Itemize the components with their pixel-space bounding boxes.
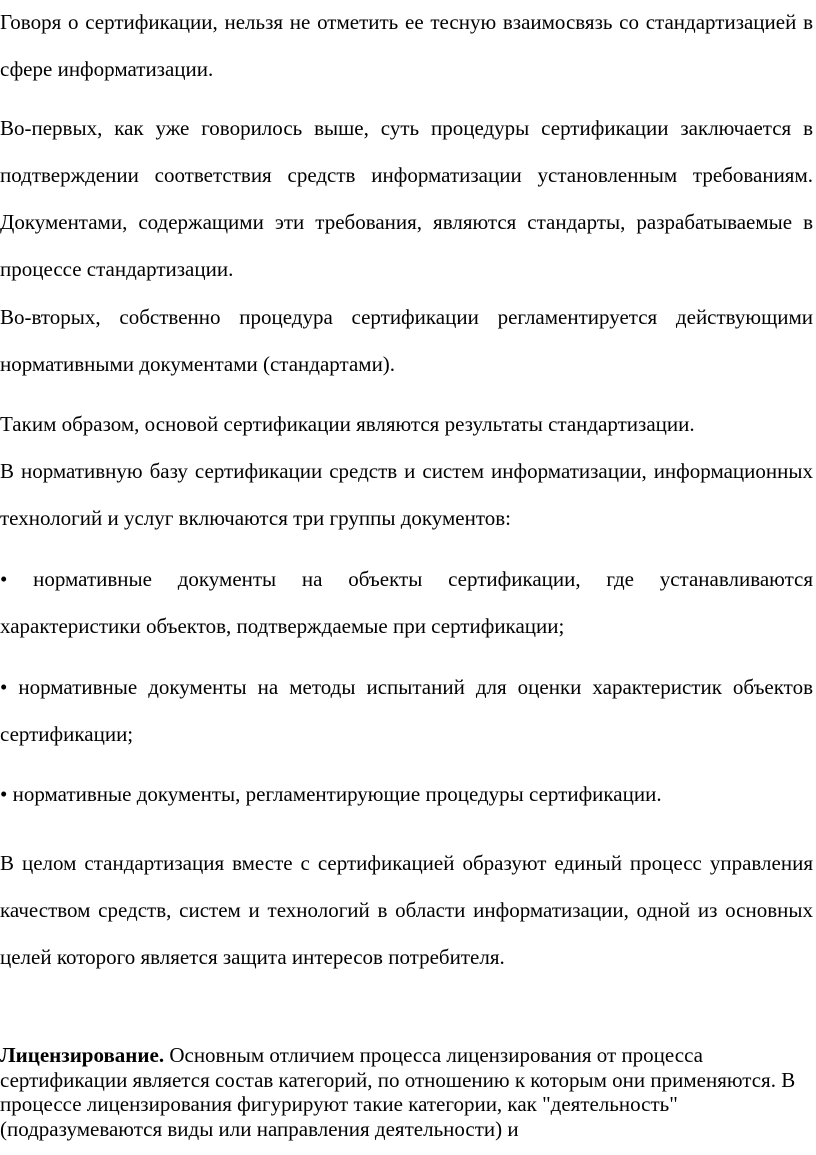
paragraph-standardization-link: Говоря о сертификации, нельзя не отметить ее тесную взаимосвязь со стандартизацией в сфере информатизации. bbox=[0, 10, 813, 81]
list-item-methods: • нормативные документы на методы испытаний для оценки характеристик объектов сертификации; bbox=[0, 675, 813, 746]
paragraph-firstly: Во-первых, как уже говорилось выше, суть процедуры сертификации заключается в подтверждении соответствия средств информатизации установленным требованиям. Документами, содержащими эти требования, являются стандарты, разрабатываемые в процессе стандартизации. bbox=[0, 116, 813, 281]
list-item-objects: • нормативные документы на объекты сертификации, где устанавливаются характеристики объектов, подтверждаемые при сертификации; bbox=[0, 567, 813, 638]
licensing-heading: Лицензирование. bbox=[0, 1043, 165, 1067]
paragraph-thus: Таким образом, основой сертификации являются результаты стандартизации. bbox=[0, 412, 695, 436]
paragraph-normative-base: В нормативную базу сертификации средств и систем информатизации, информационных технологий и услуг включаются три группы документов: bbox=[0, 459, 813, 530]
licensing-text: Основным отличием процесса лицензирования от процесса сертификации является состав категорий, по отношению к которым они применяются. В процессе лицензирования фигурируют такие категории, как "деятельность" (подразумеваются виды или направления деятельности) и bbox=[0, 1043, 796, 1141]
paragraph-licensing bbox=[0, 1043, 816, 1141]
paragraph-conclusion: В целом стандартизация вместе с сертификацией образуют единый процесс управления качеством средств, систем и технологий в области информатизации, одной из основных целей которого является защита интересов потребителя. bbox=[0, 851, 813, 969]
paragraph-secondly: Во-вторых, собственно процедура сертификации регламентируется действующими нормативными документами (стандартами). bbox=[0, 305, 813, 376]
list-item-procedures: • нормативные документы, регламентирующие процедуры сертификации. bbox=[0, 782, 662, 806]
